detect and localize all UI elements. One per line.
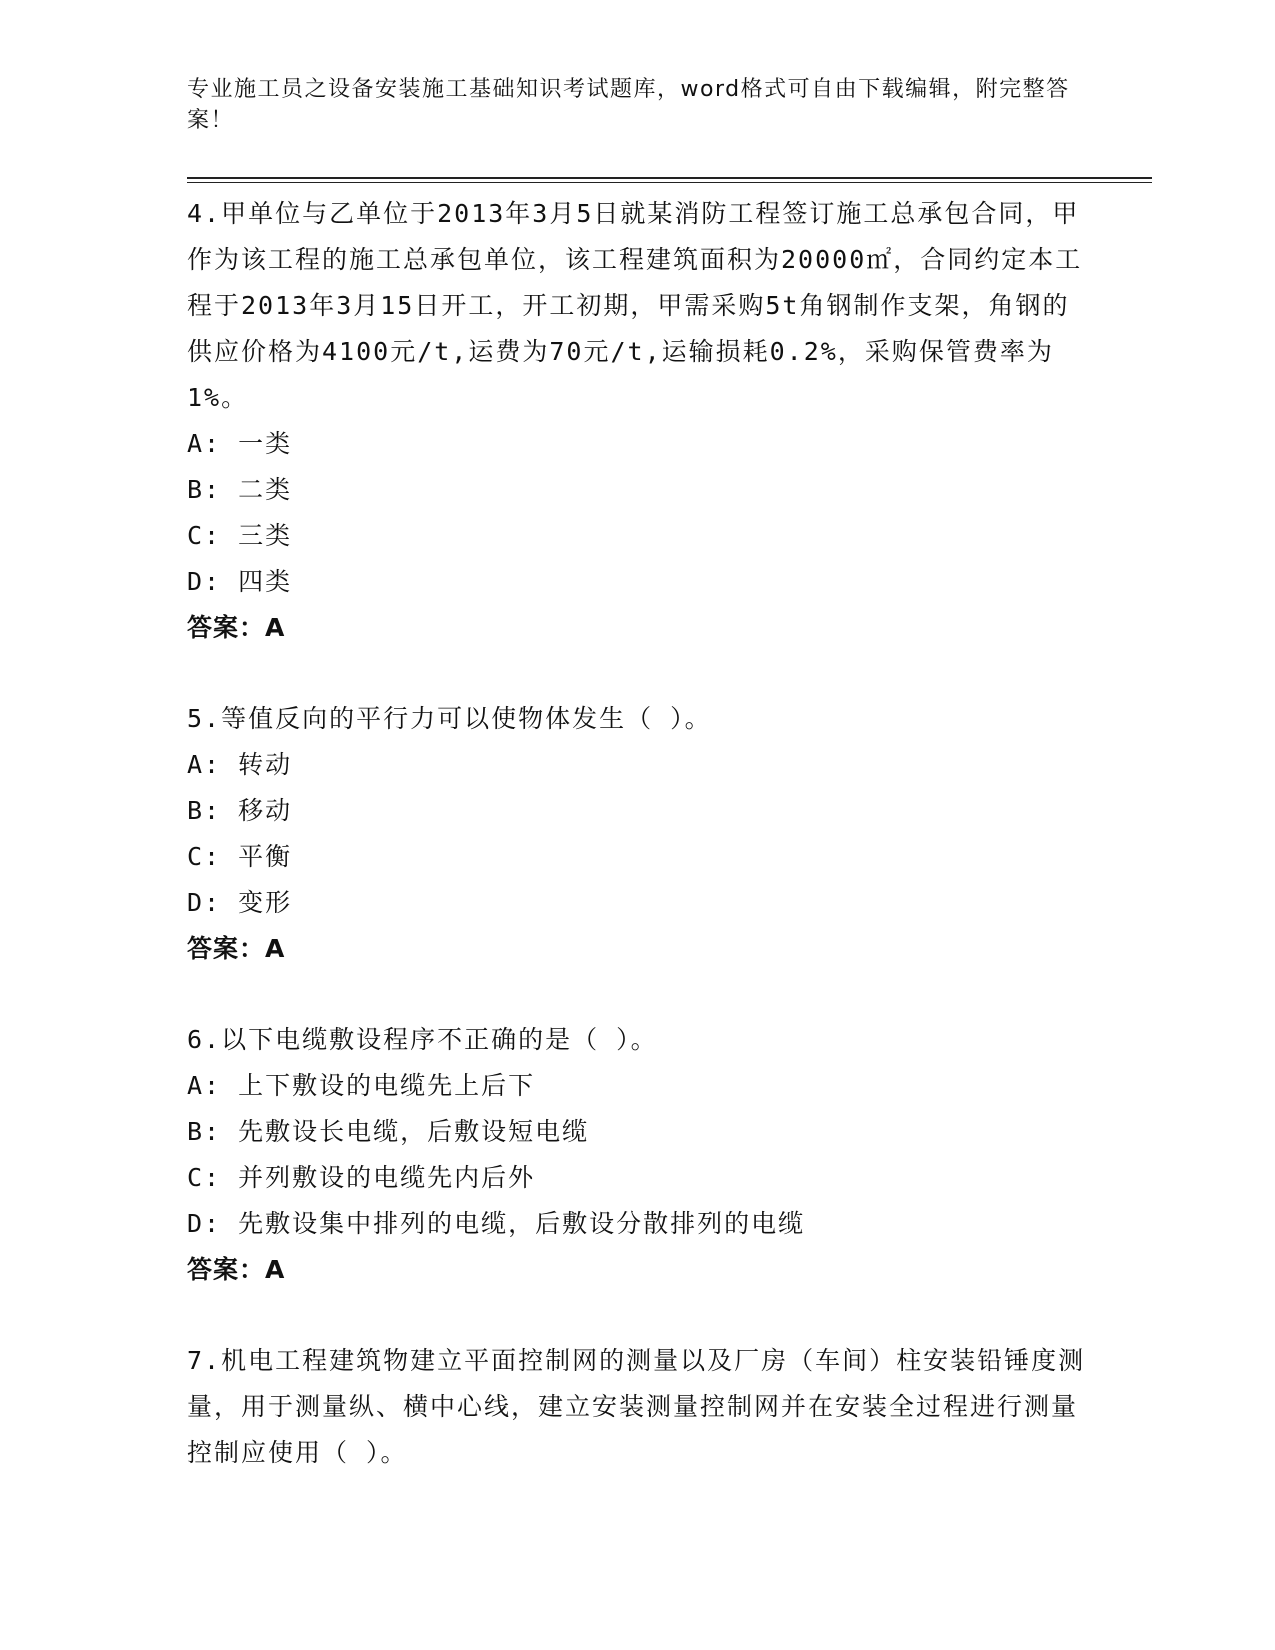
- option-d: D: 变形: [187, 888, 293, 917]
- document-header: 专业施工员之设备安装施工基础知识考试题库，word格式可自由下载编辑，附完整答案！: [187, 77, 1070, 133]
- option-d: D: 先敷设集中排列的电缆，后敷设分散排列的电缆: [187, 1209, 806, 1238]
- header-rule-thick: [187, 177, 1152, 179]
- question-stem: 5.等值反向的平行力可以使物体发生（ ）。: [187, 704, 712, 733]
- question-stem: 6.以下电缆敷设程序不正确的是（ ）。: [187, 1025, 658, 1054]
- answer: 答案：A: [187, 613, 286, 642]
- question-7: [187, 1338, 1087, 1476]
- question-stem: 7.机电工程建筑物建立平面控制网的测量以及厂房（车间）柱安装铅锤度测量，用于测量纵、横中心线，建立安装测量控制网并在安装全过程进行测量控制应使用（ ）。: [187, 1346, 1086, 1467]
- question-list: [187, 191, 1087, 1521]
- option-b: B: 二类: [187, 475, 293, 504]
- option-b: B: 先敷设长电缆，后敷设短电缆: [187, 1117, 590, 1146]
- option-d: D: 四类: [187, 567, 293, 596]
- question-5: [187, 696, 1087, 972]
- option-c: C: 三类: [187, 521, 293, 550]
- option-b: B: 移动: [187, 796, 293, 825]
- option-a: A: 转动: [187, 750, 293, 779]
- option-c: C: 并列敷设的电缆先内后外: [187, 1163, 536, 1192]
- question-4: [187, 191, 1087, 651]
- answer: 答案：A: [187, 934, 286, 963]
- question-stem: 4.甲单位与乙单位于2013年3月5日就某消防工程签订施工总承包合同，甲作为该工程的施工总承包单位，该工程建筑面积为20000㎡，合同约定本工程于2013年3月15日开工，开工初期，甲需采购5t角钢制作支架，角钢的供应价格为4100元/t,运费为70元/t,运输损耗0.2%，采购保管费率为1%。: [187, 199, 1083, 412]
- option-c: C: 平衡: [187, 842, 293, 871]
- header-rule-thin: [187, 182, 1152, 183]
- option-a: A: 上下敷设的电缆先上后下: [187, 1071, 536, 1100]
- answer: 答案：A: [187, 1255, 286, 1284]
- question-6: [187, 1017, 1087, 1293]
- option-a: A: 一类: [187, 429, 293, 458]
